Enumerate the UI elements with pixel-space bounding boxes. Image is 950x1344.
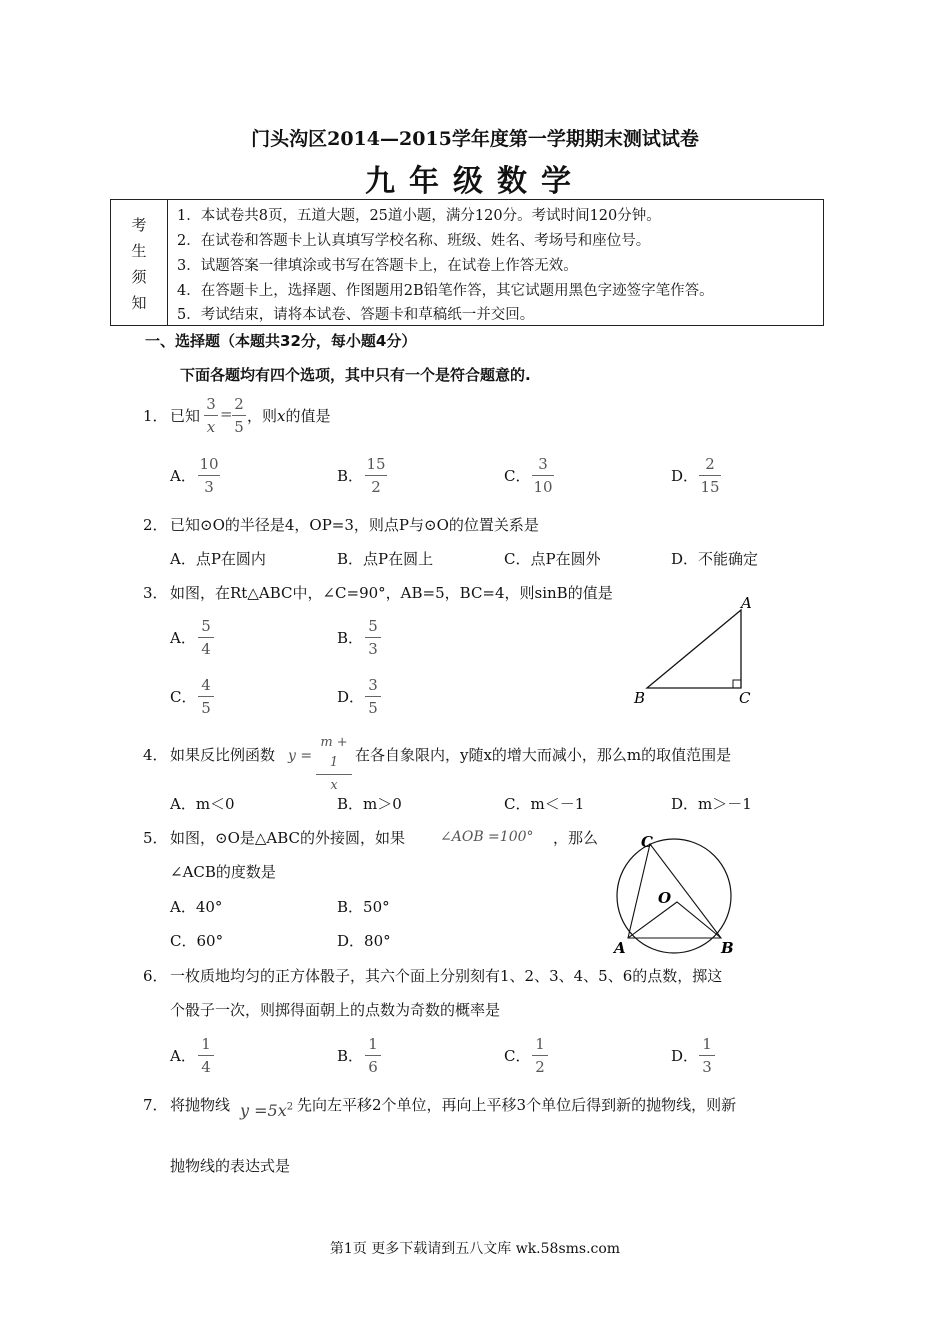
option[interactable]: C．60° bbox=[170, 932, 224, 950]
function-fraction: m + 1 x bbox=[316, 733, 352, 796]
notice-line: 3．试题答案一律填涂或书写在答题卡上，在试卷上作答无效。 bbox=[177, 258, 578, 274]
circle-figure bbox=[605, 830, 755, 960]
option[interactable]: B．50° bbox=[337, 898, 390, 916]
vertex-label-b: B bbox=[721, 939, 734, 957]
section-title: 一、选择题（本题共32分，每小题4分） bbox=[145, 332, 417, 350]
condition-expression: ∠AOB =100° bbox=[440, 829, 534, 845]
triangle-figure bbox=[625, 592, 765, 712]
option-label[interactable]: B． bbox=[337, 629, 364, 647]
option[interactable]: C．点P在圆外 bbox=[504, 550, 601, 568]
option-label[interactable]: D． bbox=[337, 688, 365, 706]
option[interactable]: C．m＜－1 bbox=[504, 795, 585, 813]
question-number: 2． bbox=[143, 516, 168, 534]
question-text: 个骰子一次，则掷得面朝上的点数为奇数的概率是 bbox=[170, 1001, 501, 1019]
option-fraction: 3 10 bbox=[533, 455, 553, 496]
center-label-o: O bbox=[658, 889, 672, 907]
page-footer: 第1页 更多下载请到五八文库 wk.58sms.com bbox=[329, 1241, 621, 1257]
question-text: ，则x的值是 bbox=[247, 407, 331, 425]
option-label[interactable]: D． bbox=[671, 467, 699, 485]
numerator: 2 bbox=[234, 395, 244, 413]
question-number: 4． bbox=[143, 746, 168, 764]
vertex-label-a: A bbox=[741, 594, 752, 612]
triangle-abc bbox=[647, 610, 741, 688]
question-text: ，那么 bbox=[553, 829, 599, 847]
section-instruction: 下面各题均有四个选项，其中只有一个是符合题意的. bbox=[180, 366, 531, 384]
notice-side-label bbox=[111, 200, 168, 325]
question-text: 如图，⊙O是△ABC的外接圆，如果 bbox=[170, 829, 406, 847]
notice-line: 1．本试卷共8页，五道大题，25道小题，满分120分。考试时间120分钟。 bbox=[177, 208, 661, 224]
vertex-label-b: B bbox=[634, 689, 646, 707]
notice-line: 5．考试结束，请将本试卷、答题卡和草稿纸一并交回。 bbox=[177, 307, 535, 323]
option-fraction: 5 3 bbox=[365, 616, 381, 659]
option[interactable]: A．40° bbox=[170, 898, 223, 916]
question-text: 已知 bbox=[170, 407, 201, 425]
equals-sign: = bbox=[220, 405, 233, 423]
option[interactable]: A．m＜0 bbox=[170, 795, 235, 813]
notice-side-char: 生 bbox=[131, 242, 147, 260]
option-fraction: 5 4 bbox=[198, 616, 214, 659]
option-fraction: 2 15 bbox=[700, 455, 720, 496]
fraction bbox=[204, 394, 218, 437]
exam-title: 门头沟区2014—2015学年度第一学期期末测试试卷 bbox=[251, 128, 699, 150]
triangle-abc bbox=[628, 844, 721, 938]
option-fraction: 15 2 bbox=[366, 455, 386, 496]
question-text: 如图，在Rt△ABC中，∠C=90°，AB=5，BC=4，则sinB的值是 bbox=[170, 584, 613, 602]
question-number: 3． bbox=[143, 584, 168, 602]
option-fraction: 1 3 bbox=[699, 1034, 715, 1077]
question-number: 5． bbox=[143, 829, 168, 847]
notice-line: 2．在试卷和答题卡上认真填写学校名称、班级、姓名、考场号和座位号。 bbox=[177, 233, 651, 249]
question-text: 已知⊙O的半径是4，OP=3，则点P与⊙O的位置关系是 bbox=[170, 516, 539, 534]
fraction bbox=[232, 394, 246, 437]
question-text: 在各自象限内，y随x的增大而减小，那么m的取值范围是 bbox=[355, 746, 732, 764]
question-text: 先向左平移2个单位，再向上平移3个单位后得到新的抛物线，则新 bbox=[297, 1096, 737, 1114]
option[interactable]: B．点P在圆上 bbox=[337, 550, 434, 568]
option-fraction: 1 6 bbox=[365, 1034, 381, 1077]
option-label[interactable]: C． bbox=[504, 1047, 531, 1065]
option-label[interactable]: C． bbox=[504, 467, 531, 485]
notice-line: 4．在答题卡上，选择题、作图题用2B铅笔作答，其它试题用黑色字迹签字笔作答。 bbox=[177, 283, 714, 299]
question-text: 如果反比例函数 bbox=[170, 746, 276, 764]
parabola-expression: $y =5x^2$ bbox=[240, 1101, 294, 1120]
question-number: 6． bbox=[143, 967, 168, 985]
question-number: 7． bbox=[143, 1096, 168, 1114]
function-lhs: y = bbox=[288, 748, 313, 764]
notice-side-char: 考 bbox=[131, 216, 147, 234]
question-text: 抛物线的表达式是 bbox=[170, 1157, 291, 1175]
option[interactable]: D．80° bbox=[337, 932, 391, 950]
option-label[interactable]: B． bbox=[337, 467, 364, 485]
denominator: x bbox=[206, 418, 216, 436]
option-fraction: 3 5 bbox=[365, 675, 381, 718]
denominator: 5 bbox=[234, 418, 244, 436]
notice-box bbox=[110, 199, 824, 326]
right-angle-mark bbox=[733, 680, 741, 688]
notice-side-char: 须 bbox=[131, 268, 147, 286]
numerator: 3 bbox=[206, 395, 216, 413]
vertex-label-c: C bbox=[739, 689, 751, 707]
exam-subtitle: 九年级数学 bbox=[365, 164, 585, 199]
vertex-label-a: A bbox=[614, 939, 626, 957]
vertex-label-c: C bbox=[641, 833, 653, 851]
option-label[interactable]: A． bbox=[170, 1047, 196, 1065]
option-fraction: 4 5 bbox=[198, 675, 214, 718]
option-label[interactable]: C． bbox=[170, 688, 197, 706]
question-text: ∠ACB的度数是 bbox=[170, 863, 276, 881]
option-label[interactable]: A． bbox=[170, 467, 196, 485]
option[interactable]: A．点P在圆内 bbox=[170, 550, 266, 568]
option-fraction: 1 4 bbox=[198, 1034, 214, 1077]
option[interactable]: B．m＞0 bbox=[337, 795, 402, 813]
notice-side-char: 知 bbox=[131, 294, 147, 312]
question-text: 一枚质地均匀的正方体骰子，其六个面上分别刻有1、2、3、4、5、6的点数，掷这 bbox=[170, 967, 723, 985]
question-text: 将抛物线 bbox=[170, 1096, 231, 1114]
option[interactable]: D．m＞－1 bbox=[671, 795, 752, 813]
option[interactable]: D．不能确定 bbox=[671, 550, 759, 568]
option-label[interactable]: B． bbox=[337, 1047, 364, 1065]
option-label[interactable]: A． bbox=[170, 629, 196, 647]
option-fraction: 1 2 bbox=[532, 1034, 548, 1077]
option-label[interactable]: D． bbox=[671, 1047, 699, 1065]
question-number: 1． bbox=[143, 407, 168, 425]
circumscribed-circle bbox=[617, 839, 731, 953]
option-fraction: 10 3 bbox=[199, 455, 219, 496]
